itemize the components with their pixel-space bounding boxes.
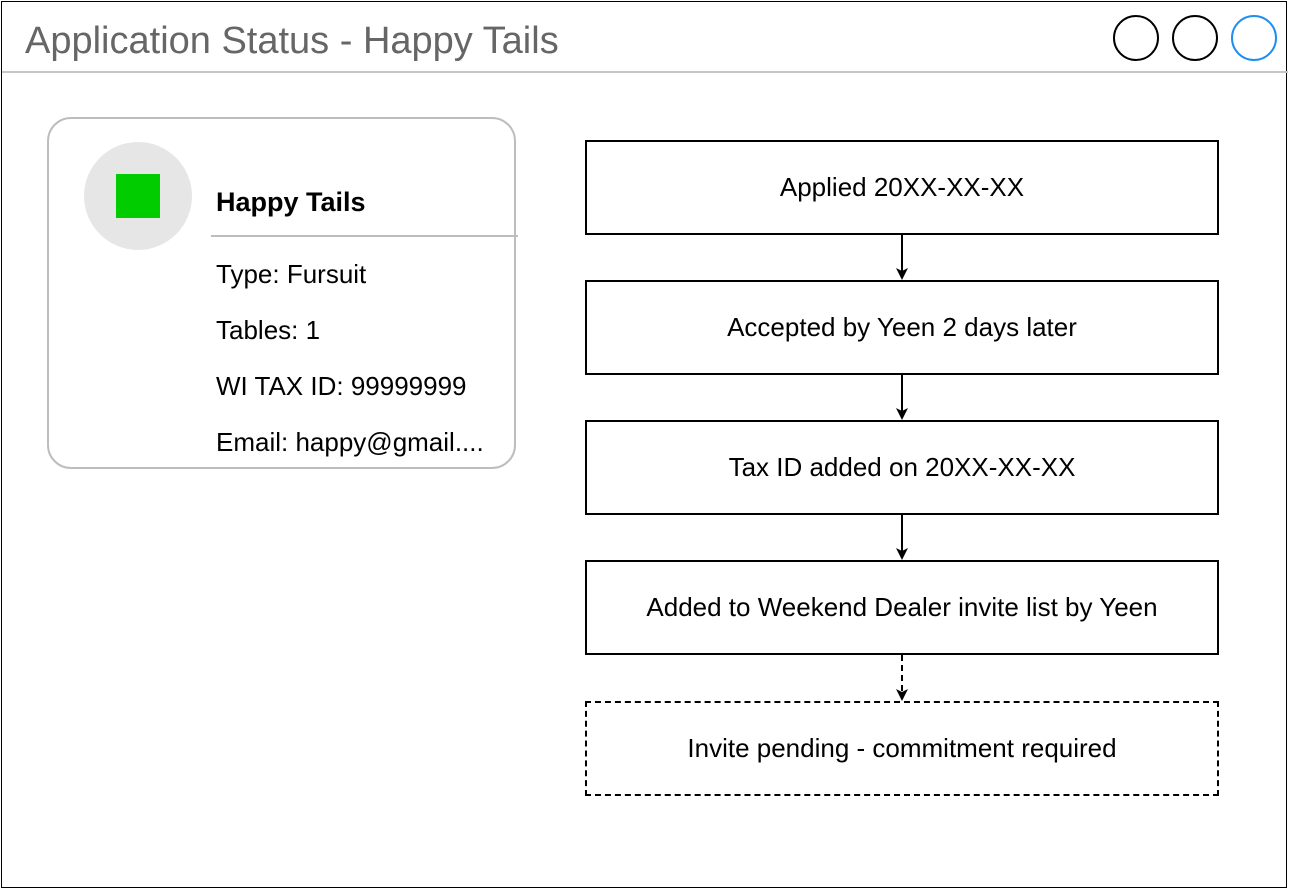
- vendor-type: Type: Fursuit: [216, 259, 367, 289]
- timeline-step-invite-list: Added to Weekend Dealer invite list by Yeen: [585, 560, 1219, 655]
- vendor-tables: Tables: 1: [216, 315, 321, 345]
- avatar-image-icon: [116, 174, 160, 218]
- card-divider: [211, 235, 518, 237]
- vendor-name: Happy Tails: [216, 187, 366, 217]
- avatar: [84, 142, 192, 250]
- vendor-card: [47, 117, 516, 469]
- timeline-step-pending[interactable]: Invite pending - commitment required: [585, 701, 1219, 796]
- window-title: Application Status - Happy Tails: [25, 20, 559, 62]
- window-control-button-1[interactable]: [1113, 15, 1159, 61]
- window-control-button-2[interactable]: [1172, 15, 1218, 61]
- vendor-tax-id: WI TAX ID: 99999999: [216, 371, 467, 401]
- title-bar: [2, 2, 1288, 73]
- timeline-step-accepted: Accepted by Yeen 2 days later: [585, 280, 1219, 375]
- vendor-email: Email: happy@gmail....: [216, 427, 484, 457]
- timeline-step-tax-id: Tax ID added on 20XX-XX-XX: [585, 420, 1219, 515]
- timeline-step-applied: Applied 20XX-XX-XX: [585, 140, 1219, 235]
- window-control-button-3[interactable]: [1231, 15, 1277, 61]
